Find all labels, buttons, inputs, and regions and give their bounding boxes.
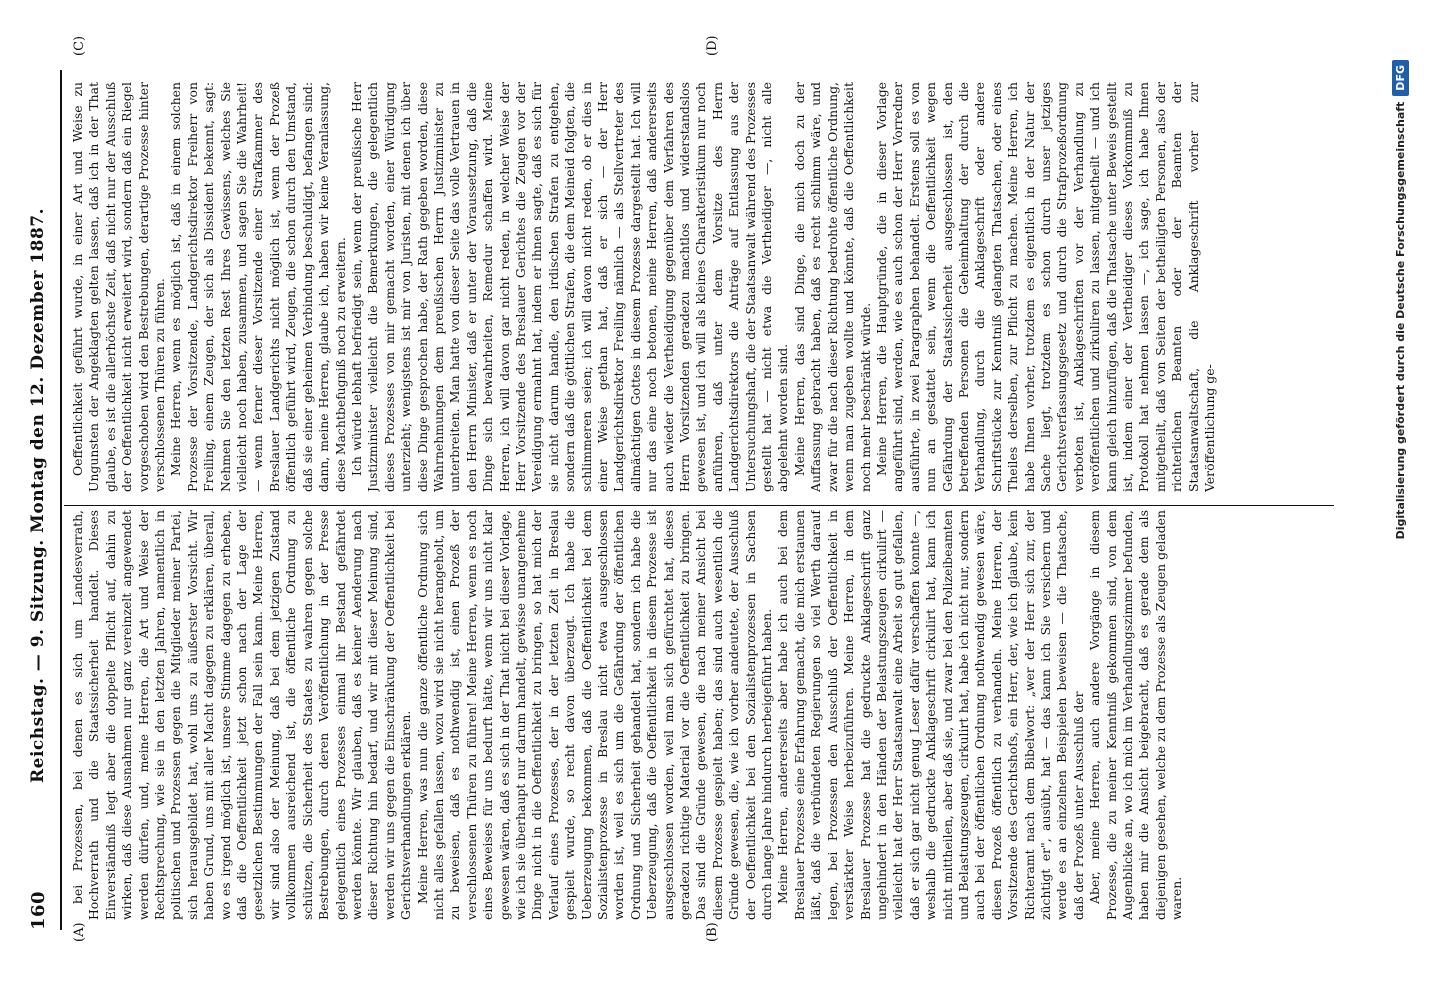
paragraph: Ich würde lebhaft befriedigt sein, wenn der preußische Herr Justizminister vielleicht die Bemerkungen, die gelegentlich dieses Prozesses von mir gemacht worden, einer Würdigung unterzieht; wenigstens ist mir von Juristen, mit denen ich über diese Dinge gesprochen habe, der Rath gegeben worden, diese Wahrnehmungen dem preußischen Herrn Justizminister zu unterbreiten. Man hatte von dieser Seite das volle Vertrauen in den Herrn Minister, daß er unter der Voraussetzung, daß die Dinge sich bewahrheiten, Remedur schaffen wird. Meine Herren, ich will davon gar nicht reden, in welcher Weise der Herr Vorsitzende des Breslauer Gerichtes die Zeugen vor der Vereidigung ermahnt hat, indem er ihnen sagte, daß es sich für sie nicht darum handle, den irdischen Strafen zu entgehen, sondern daß die göttlichen Strafen, die dem Meineid folgten, die schlimmeren seien; ich will davon nicht reden, ob er dies in einer Weise gethan hat, daß er sich — der Herr Landgerichtsdirektor Freiling nämlich — als Stellvertreter des allmächtigen Gottes in diesem Prozesse dargestellt hat. Ich will nur das eine noch betonen, meine Herren, daß andererseits auch wieder die Vertheidigung gegenüber dem Verfahren des Herrn Vorsitzenden geradezu machtlos und widerstandslos gewesen ist, und ich will als kleines Charakteristikum nur noch anführen, daß unter dem Vorsitze des Herrn Landgerichtsdirektors die Anträge auf Entlassung aus der Untersuchungshaft, die der Staatsanwalt während des Prozesses gestellt hat — nicht etwa die Vertheidiger —, nicht alle abgelehnt worden sind. bbox=[348, 82, 791, 492]
paragraph: Meine Herren, was nun die ganze öffentliche Ordnung sich nicht alles gefallen lassen, wozu wird sie nicht herangeholt, um zu beweisen, daß es nothwendig ist, einen Prozeß der verschlossenen Thüren zu führen! Meine Herren, wenn es noch eines Beweises für uns bedurft hätte, wenn wir uns nicht klar gewesen wären, daß es sich in der That nicht bei dieser Vorlage, wie ich sie überhaupt nur darum handelt, gewisse unangenehme Dinge nicht in die Oeffentlichkeit zu bringen, so hat mich der Verlauf eines Prozesses, der in der letzten Zeit in Breslau gespielt wurde, so recht davon überzeugt. Ich habe die Ueberzeugung bekommen, daß die Oeffentlichkeit bei dem Sozialistenprozesse in Breslau nicht etwa ausgeschlossen worden ist, weil es sich um die Gefährdung der öffentlichen Ordnung und Sicherheit gehandelt hat, sondern ich habe die Ueberzeugung, daß die Oeffentlichkeit in diesem Prozesse ist ausgeschlossen worden, weil man sich gefürchtet hat, dieses geradezu richtige Material vor die Oeffentlichkeit zu bringen. Das sind die Gründe gewesen, die nach meiner Ansicht bei diesem Prozesse gespielt haben; das sind auch wesentlich die Gründe gewesen, die, wie ich vorher andeutete, der Ausschluß der Oeffentlichkeit bei den Sozialistenprozessen in Sachsen durch lange Jahre hindurch herbeigeführt haben. bbox=[414, 510, 775, 920]
paragraph: Aber, meine Herren, auch andere Vorgänge in diesem Prozesse, die zu meiner Kenntniß gekommen sind, von dem Augenblicke an, wo ich mich im Verhandlungszimmer befunden, haben mir die Ansicht beigebracht, daß es gerade dem als diejenigen gesehen, welche zu dem Prozesse als Zeugen geladen waren. bbox=[1087, 510, 1185, 920]
page-number: 160 bbox=[27, 890, 49, 930]
paragraph: bei Prozessen, bei denen es sich um Landesverrath, Hochverrath und die Staatssicherheit handelt. Dieses Einverständniß legt aber die doppelte Pflicht auf, dahin zu wirken, daß diese Ausnahmen nur ganz vereinzelt angewendet werden dürfen, und, meine Herren, die Art und Weise der Rechtsprechung, wie sie in den letzten Jahren, namentlich in politischen und Prozessen gegen die Mitglieder meiner Partei, sich herausgebildet hat, wohl uns zu äußerster Vorsicht. Wir haben Grund, uns mit aller Macht dagegen zu erklären, überall, wo es irgend möglich ist, unsere Stimme dagegen zu erheben, daß die Oeffentlichkeit jetzt schon nach der Lage der gesetzlichen Bestimmungen der Fall sein kann. Meine Herren, wir sind also der Meinung, daß bei dem jetzigen Zustand vollkommen ausreichend ist, die öffentliche Ordnung zu schützen, die Sicherheit des Staates zu wahren gegen solche Bestrebungen, durch deren Veröffentlichung in der Presse gelegentlich eines Prozesses einmal ihr Bestand gefährdet werden könnte. Wir glauben, daß es keiner Aenderung nach dieser Richtung hin bedarf, und wir mit dieser Meinung sind, werden wir uns gegen die Einschränkung der Oeffentlichkeit bei Gerichtsverhandlungen erklären. bbox=[70, 510, 414, 920]
margin-marker-b: (B) bbox=[705, 922, 720, 942]
credit-text: Digitalisierung gefördert durch die Deutsche Forschungsgemeinschaft bbox=[1394, 101, 1407, 540]
left-column bbox=[70, 510, 1330, 920]
header-rule bbox=[60, 70, 62, 930]
paragraph: Oeffentlichkeit geführt wurde, in einer Art und Weise zu Ungunsten der Angeklagten gelten lassen, daß ich in der That glaube, es ist die allerhöchste Zeit, daß nicht nur der Ausschluß der Oeffentlichkeit nicht erweitert wird, sondern daß ein Riegel vorgeschoben wird den Bestrebungen, derartige Prozesse hinter verschlossenen Thüren zu führen. bbox=[70, 82, 168, 492]
column-divider bbox=[64, 505, 1334, 506]
paragraph: Meine Herren, wenn es möglich ist, daß in einem solchen Prozesse der Vorsitzende, Landgerichtsdirektor Freiherr von Freiling, einem Zeugen, der sich als Dissident bekennt, sagt: Nehmen Sie den letzten Rest Ihres Gewissens, welches Sie vielleicht noch haben, zusammen, und sagen Sie die Wahrheit! — wenn ferner dieser Vorsitzende einer Strafkammer des Breslauer Landgerichts nicht möglich ist, wenn der Prozeß öffentlich geführt wird, Zeugen, die schon durch den Umstand, daß sie einer geheimen Verbindung beschuldigt, befangen sind: dann, meine Herren, glaube ich, haben wir keine Veranlassung, diese Machtbefugniß noch zu erweitern. bbox=[168, 82, 348, 492]
paragraph: Meine Herren, andererseits aber habe ich auch bei dem Breslauer Prozesse eine Erfahrung gemacht, die mich erstaunen läßt, daß die verbündeten Regierungen so viel Werth darauf legen, bei Prozessen den Ausschluß der Oeffentlichkeit in verstärkter Weise herbeizuführen. Meine Herren, in dem Breslauer Prozesse hat die gedruckte Anklageschrift ganz ungehindert in den Händen der Belastungszeugen cirkulirt — vielleicht hat der Herr Staatsanwalt eine Arbeit so gut gefallen, daß er sich gar nicht genug Leser dafür verschaffen konnte —, weshalb die gedruckte Anklageschrift cirkulirt hat, kann ich nicht mittheilen, aber daß sie, und zwar bei den Polizeibeamten und Belastungszeugen, cirkulirt hat, habe ich nicht nur, sondern auch bei der öffentlichen Ordnung nothwendig gewesen wäre, diesen Prozeß öffentlich zu verhandeln. Meine Herren, der Vorsitzende des Gerichtshofs, ein Herr, der, wie ich glaube, kein Richteramt nach dem Bibelwort: „wer der Herr sich zur, der züchtigt er", ausübt, hat — das kann ich Sie versichern und werde es an einzelnen Beispielen beweisen — die Thatsache, daß der Prozeß unter Ausschluß der bbox=[775, 510, 1086, 920]
margin-marker-d: (D) bbox=[705, 35, 720, 56]
digitization-credit bbox=[1392, 60, 1409, 940]
page-header bbox=[18, 70, 58, 930]
margin-marker-c: (C) bbox=[72, 35, 87, 56]
paragraph: Meine Herren, die Hauptgründe, die in dieser Vorlage angeführt sind, werden, wie es auch schon der Herr Vorredner ausführte, in zwei Paragraphen behandelt. Erstens soll es von nun an gestattet sein, wenn die Oeffentlichkeit wegen Gefährdung der Staatssicherheit ausgeschlossen ist, den betreffenden Personen die Geheimhaltung der durch die Verhandlung, durch die Anklageschrift oder andere Schriftstücke zur Kenntniß gelangten Thatsachen, oder eines Theiles derselben, zur Pflicht zu machen. Meine Herren, ich habe Ihnen vorher, trotzdem es eigentlich in der Natur der Sache liegt, trotzdem es schon durch unser jetziges Gerichtsverfassungsgesetz und durch die Strafprozeßordnung verboten ist, Anklageschriften vor der Verhandlung zu veröffentlichen und zirkuliren zu lassen, mitgetheilt — und ich kann gleich hinzufügen, daß die Thatsache unter Beweis gestellt ist, indem einer der Vertheidiger dieses Vorkommniß zu Protokoll hat nehmen lassen —, ich sage, ich habe Ihnen mitgetheilt, daß von Seiten der betheiligten Personen, also der richterlichen Beamten oder der Beamten der Staatsanwaltschaft, die Anklageschrift vorher zur Veröffentlichung ge- bbox=[873, 82, 1218, 492]
right-column bbox=[70, 82, 1330, 492]
dfg-logo-icon: DFG bbox=[1392, 60, 1409, 96]
paragraph: Meine Herren, das sind Dinge, die mich doch zu der Auffassung gebracht haben, daß es recht schlimm wäre, und zwar für die nach dieser Richtung bedrohte öffentliche Ordnung, wenn man zugeben wollte und könnte, daß die Oeffentlichkeit noch mehr beschränkt würde. bbox=[791, 82, 873, 492]
margin-marker-a: (A) bbox=[72, 922, 87, 942]
page-title: Reichstag. — 9. Sitzung. Montag den 12. Dezember 1887. bbox=[28, 207, 48, 783]
